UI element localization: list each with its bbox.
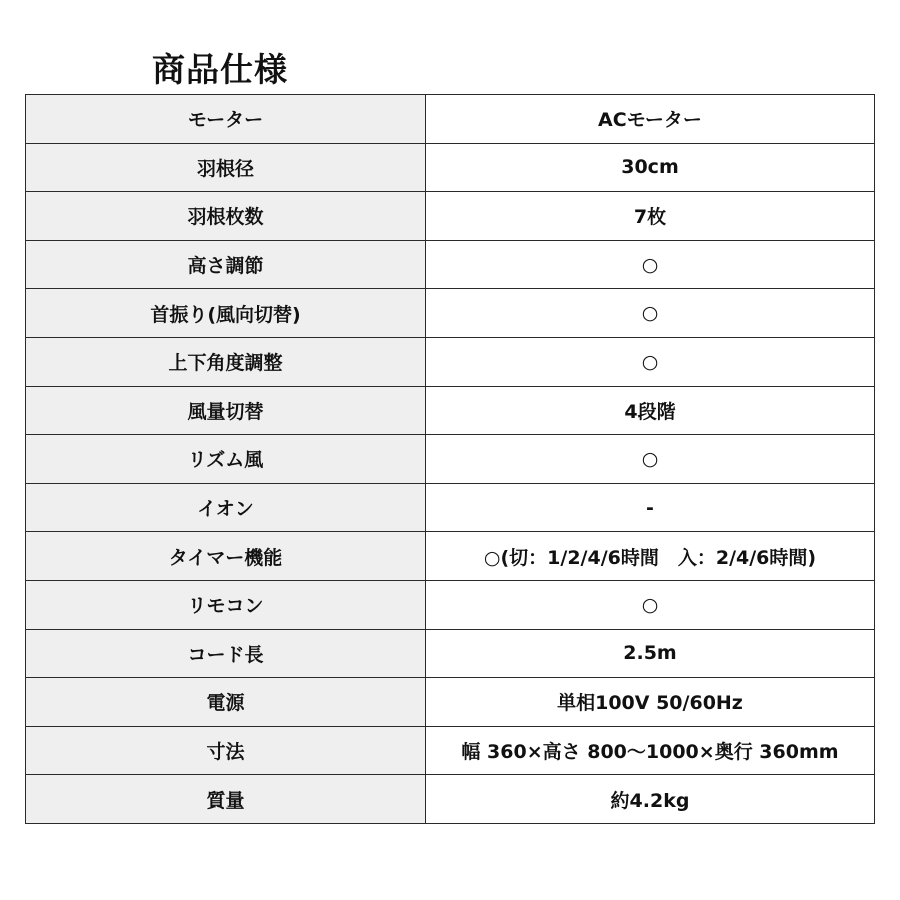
spec-label: 寸法 xyxy=(26,726,426,775)
spec-value: ○ xyxy=(426,289,875,338)
spec-value: 2.5m xyxy=(426,629,875,678)
spec-table xyxy=(25,94,875,824)
spec-label: 質量 xyxy=(26,775,426,824)
spec-label: リモコン xyxy=(26,580,426,629)
spec-label: 風量切替 xyxy=(26,386,426,435)
spec-value: ACモーター xyxy=(426,95,875,144)
table-row xyxy=(26,678,875,727)
table-row xyxy=(26,532,875,581)
spec-value: 幅 360×高さ 800～1000×奥行 360mm xyxy=(426,726,875,775)
table-row xyxy=(26,337,875,386)
table-row xyxy=(26,386,875,435)
spec-value: ○(切：1/2/4/6時間 入：2/4/6時間) xyxy=(426,532,875,581)
spec-value: ○ xyxy=(426,435,875,484)
spec-value: 30cm xyxy=(426,143,875,192)
table-row xyxy=(26,483,875,532)
spec-label: イオン xyxy=(26,483,426,532)
spec-value: ○ xyxy=(426,337,875,386)
spec-value: 7枚 xyxy=(426,192,875,241)
spec-label: 電源 xyxy=(26,678,426,727)
spec-label: タイマー機能 xyxy=(26,532,426,581)
spec-value: 単相100V 50/60Hz xyxy=(426,678,875,727)
spec-label: 羽根径 xyxy=(26,143,426,192)
spec-label: モーター xyxy=(26,95,426,144)
spec-label: 首振り(風向切替) xyxy=(26,289,426,338)
table-row xyxy=(26,95,875,144)
table-row xyxy=(26,775,875,824)
spec-value: - xyxy=(426,483,875,532)
table-row xyxy=(26,580,875,629)
spec-value: 約4.2kg xyxy=(426,775,875,824)
spec-value: ○ xyxy=(426,580,875,629)
table-row xyxy=(26,143,875,192)
table-row xyxy=(26,192,875,241)
spec-value: 4段階 xyxy=(426,386,875,435)
table-row xyxy=(26,240,875,289)
spec-label: コード長 xyxy=(26,629,426,678)
table-row xyxy=(26,289,875,338)
page-title: 商品仕様 xyxy=(152,50,288,89)
spec-label: 高さ調節 xyxy=(26,240,426,289)
spec-label: 上下角度調整 xyxy=(26,337,426,386)
spec-label: 羽根枚数 xyxy=(26,192,426,241)
table-row xyxy=(26,435,875,484)
spec-value: ○ xyxy=(426,240,875,289)
table-row xyxy=(26,726,875,775)
table-row xyxy=(26,629,875,678)
spec-label: リズム風 xyxy=(26,435,426,484)
